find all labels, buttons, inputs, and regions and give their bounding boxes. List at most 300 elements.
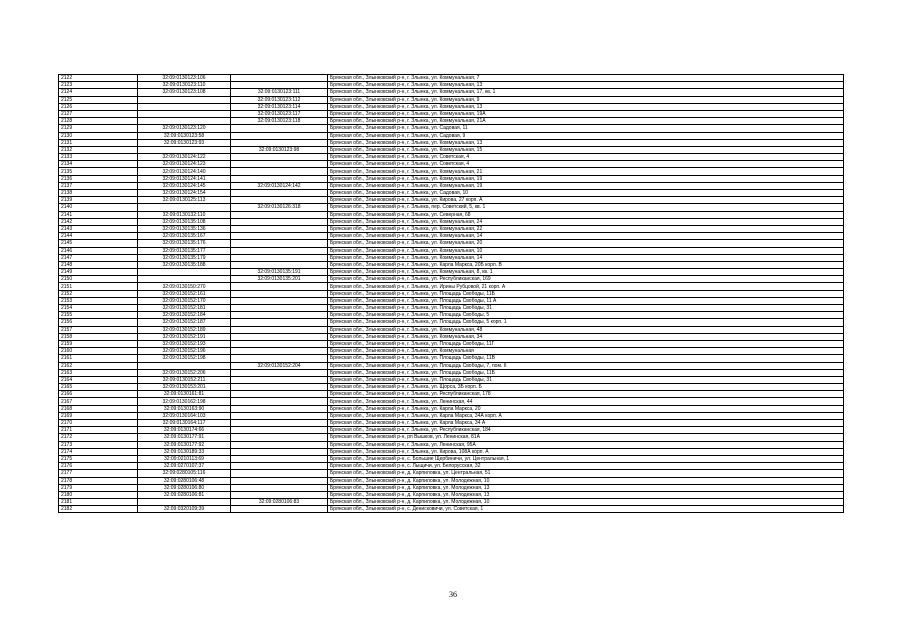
row-number-cell: 2146 <box>59 247 138 254</box>
table-row <box>59 427 844 434</box>
page-number: 36 <box>449 590 457 599</box>
row-number-cell: 2154 <box>59 305 138 312</box>
included-object-number-cell <box>231 384 328 391</box>
cadastral-number-cell <box>138 146 231 153</box>
cadastral-number-cell: 32:09:0130153:201 <box>138 384 231 391</box>
row-number-cell: 2179 <box>59 484 138 491</box>
row-number-cell: 2131 <box>59 139 138 146</box>
table-row <box>59 247 844 254</box>
row-number-cell: 2161 <box>59 355 138 362</box>
cadastral-number-cell: 32:09:0270107:37 <box>138 463 231 470</box>
address-cell: Брянская обл., Злынковский р-н, г. Злынка, ул. Площадь Свободы, 11В <box>328 355 844 362</box>
included-object-number-cell: 32:09:0130124:142 <box>231 182 328 189</box>
included-object-number-cell: 32:09:0130123:111 <box>231 89 328 96</box>
cadastral-number-cell: 32:09:0130152:181 <box>138 305 231 312</box>
row-number-cell: 2136 <box>59 175 138 182</box>
cadastral-number-cell: 32:09:0130152:193 <box>138 340 231 347</box>
table-row <box>59 333 844 340</box>
table-row <box>59 254 844 261</box>
cadastral-number-cell: 32:09:0130123:120 <box>138 125 231 132</box>
address-cell: Брянская обл., Злынковский р-н, г. Злынка, ул. Коммунальная, 22 <box>328 225 844 232</box>
row-number-cell: 2153 <box>59 297 138 304</box>
address-cell: Брянская обл., Злынковский р-н, г. Злынка, ул. Коммунальная, 34 <box>328 333 844 340</box>
address-cell: Брянская обл., Злынковский р-н, г. Злынка, ул. Коммунальная, 10 <box>328 247 844 254</box>
cadastral-number-cell: 32:09:0130135:136 <box>138 225 231 232</box>
row-number-cell: 2159 <box>59 340 138 347</box>
cadastral-number-cell: 32:09:0320109:39 <box>138 506 231 513</box>
included-object-number-cell <box>231 340 328 347</box>
cadastral-number-cell: 32:09:0280106:48 <box>138 477 231 484</box>
included-object-number-cell <box>231 211 328 218</box>
cadastral-number-cell: 32:09:0130177:92 <box>138 441 231 448</box>
included-object-number-cell <box>231 405 328 412</box>
cadastral-number-cell: 32:09:0210113:69 <box>138 455 231 462</box>
included-object-number-cell <box>231 398 328 405</box>
table-row <box>59 182 844 189</box>
address-cell: Брянская обл., Злынковский р-н, г. Злынка, ул. Коммунальная, 14 <box>328 254 844 261</box>
row-number-cell: 2148 <box>59 261 138 268</box>
address-cell: Брянская обл., Злынковский р-н, г. Злынка, ул. Коммунальная, 13 <box>328 139 844 146</box>
included-object-number-cell <box>231 197 328 204</box>
cadastral-number-cell: 32:09:0130132:110 <box>138 211 231 218</box>
table-row <box>59 103 844 110</box>
row-number-cell: 2164 <box>59 376 138 383</box>
row-number-cell: 2172 <box>59 434 138 441</box>
row-number-cell: 2157 <box>59 326 138 333</box>
included-object-number-cell <box>231 247 328 254</box>
cadastral-number-cell: 32:09:0280105:116 <box>138 470 231 477</box>
row-number-cell: 2141 <box>59 211 138 218</box>
row-number-cell: 2175 <box>59 455 138 462</box>
row-number-cell: 2152 <box>59 290 138 297</box>
included-object-number-cell <box>231 297 328 304</box>
included-object-number-cell <box>231 441 328 448</box>
table-row <box>59 326 844 333</box>
address-cell: Брянская обл., Злынковский р-н, г. Злынка, ул. Коммунальная, 15 <box>328 146 844 153</box>
included-object-number-cell <box>231 283 328 290</box>
included-object-number-cell <box>231 427 328 434</box>
address-cell: Брянская обл., Злынковский р-н, г. Злынка, ул. Коммунальная, 13 <box>328 103 844 110</box>
row-number-cell: 2162 <box>59 362 138 369</box>
registry-table <box>58 74 844 513</box>
table-row <box>59 369 844 376</box>
table-row <box>59 355 844 362</box>
cadastral-number-cell: 32:09:0130163:90 <box>138 405 231 412</box>
table-row <box>59 218 844 225</box>
row-number-cell: 2143 <box>59 225 138 232</box>
address-cell: Брянская обл., Злынковский р-н, г. Злынка, ул. Площадь Свободы, 11Б <box>328 290 844 297</box>
row-number-cell: 2145 <box>59 240 138 247</box>
registry-table-body <box>59 75 844 513</box>
table-row <box>59 190 844 197</box>
included-object-number-cell <box>231 161 328 168</box>
cadastral-number-cell: 32:09:0130125:113 <box>138 197 231 204</box>
address-cell: Брянская обл., Злынковский р-н, г. Злынка, ул. Коммунальная, 21А <box>328 118 844 125</box>
table-row <box>59 168 844 175</box>
row-number-cell: 2167 <box>59 398 138 405</box>
address-cell: Брянская обл., Злынковский р-н, г. Злынка, ул. Ленинская, 95А <box>328 441 844 448</box>
cadastral-number-cell: 32:09:0130152:184 <box>138 312 231 319</box>
cadastral-number-cell: 32:09:0130135:179 <box>138 254 231 261</box>
address-cell: Брянская обл., Злынковский р-н, с. Денисковичи, ул. Советская, 1 <box>328 506 844 513</box>
row-number-cell: 2135 <box>59 168 138 175</box>
table-row <box>59 319 844 326</box>
row-number-cell: 2156 <box>59 319 138 326</box>
included-object-number-cell <box>231 348 328 355</box>
table-row <box>59 441 844 448</box>
table-row <box>59 240 844 247</box>
cadastral-number-cell: 32:09:0130174:66 <box>138 427 231 434</box>
row-number-cell: 2170 <box>59 420 138 427</box>
cadastral-number-cell <box>138 103 231 110</box>
table-row <box>59 132 844 139</box>
included-object-number-cell <box>231 376 328 383</box>
address-cell: Брянская обл., Злынковский р-н, г. Злынка, ул. Площадь Свободы, 7, пом. II <box>328 362 844 369</box>
address-cell: Брянская обл., Злынковский р-н, г. Злынка, ул. Коммунальная, 8, кв. 1 <box>328 269 844 276</box>
address-cell: Брянская обл., Злынковский р-н, г. Злынка, ул. Северная, 68 <box>328 211 844 218</box>
table-row <box>59 204 844 211</box>
table-row <box>59 312 844 319</box>
included-object-number-cell <box>231 319 328 326</box>
table-row <box>59 89 844 96</box>
row-number-cell: 2174 <box>59 448 138 455</box>
included-object-number-cell <box>231 154 328 161</box>
row-number-cell: 2127 <box>59 110 138 117</box>
table-row <box>59 283 844 290</box>
included-object-number-cell <box>231 506 328 513</box>
table-row <box>59 470 844 477</box>
included-object-number-cell <box>231 168 328 175</box>
included-object-number-cell: 32:09:0130123:114 <box>231 103 328 110</box>
included-object-number-cell: 32:09:0130123:98 <box>231 146 328 153</box>
address-cell: Брянская обл., Злынковский р-н, г. Злынка, ул. Коммунальная <box>328 348 844 355</box>
cadastral-number-cell: 32:09:0130164:103 <box>138 412 231 419</box>
table-row <box>59 297 844 304</box>
cadastral-number-cell <box>138 362 231 369</box>
cadastral-number-cell <box>138 110 231 117</box>
table-row <box>59 405 844 412</box>
cadastral-number-cell: 32:09:0130152:189 <box>138 326 231 333</box>
table-row <box>59 506 844 513</box>
cadastral-number-cell: 32:09:0130135:176 <box>138 240 231 247</box>
row-number-cell: 2173 <box>59 441 138 448</box>
cadastral-number-cell: 32:09:0130123:108 <box>138 89 231 96</box>
cadastral-number-cell: 32:09:0130152:198 <box>138 355 231 362</box>
included-object-number-cell <box>231 240 328 247</box>
table-row <box>59 118 844 125</box>
table-row <box>59 362 844 369</box>
included-object-number-cell <box>231 420 328 427</box>
table-row <box>59 398 844 405</box>
included-object-number-cell <box>231 477 328 484</box>
included-object-number-cell <box>231 233 328 240</box>
table-row <box>59 269 844 276</box>
cadastral-number-cell: 32:09:0130152:187 <box>138 319 231 326</box>
row-number-cell: 2128 <box>59 118 138 125</box>
address-cell: Брянская обл., Злынковский р-н, г. Злынка, ул. Садовая, 10 <box>328 190 844 197</box>
table-row <box>59 448 844 455</box>
table-row <box>59 139 844 146</box>
cadastral-number-cell: 32:09:0130162:198 <box>138 398 231 405</box>
address-cell: Брянская обл., Злынковский р-н, г. Злынка, ул. Карла Маркса, 34 А <box>328 420 844 427</box>
row-number-cell: 2122 <box>59 75 138 82</box>
included-object-number-cell <box>231 261 328 268</box>
table-row <box>59 290 844 297</box>
address-cell: Брянская обл., Злынковский р-н, г. Злынка, ул. Коммунальная, 17, кв. 1 <box>328 89 844 96</box>
cadastral-number-cell: 32:09:0130189:33 <box>138 448 231 455</box>
address-cell: Брянская обл., Злынковский р-н, г. Злынка, пер. Советский, 5, кв. 1 <box>328 204 844 211</box>
included-object-number-cell: 32:09:0130123:117 <box>231 110 328 117</box>
address-cell: Брянская обл., Злынковский р-н, г. Злынка, ул. Кирова, 108А корп. А <box>328 448 844 455</box>
included-object-number-cell <box>231 75 328 82</box>
cadastral-number-cell: 32:09:0130135:177 <box>138 247 231 254</box>
address-cell: Брянская обл., Злынковский р-н, г. Злынка, ул. Коммунальная, 19 <box>328 175 844 182</box>
cadastral-number-cell: 32:09:0130164:117 <box>138 420 231 427</box>
row-number-cell: 2150 <box>59 276 138 283</box>
row-number-cell: 2144 <box>59 233 138 240</box>
table-row <box>59 276 844 283</box>
row-number-cell: 2123 <box>59 82 138 89</box>
cadastral-number-cell: 32:09:0130135:188 <box>138 261 231 268</box>
row-number-cell: 2160 <box>59 348 138 355</box>
cadastral-number-cell: 32:09:0130135:167 <box>138 233 231 240</box>
included-object-number-cell: 32:09:0130123:112 <box>231 96 328 103</box>
cadastral-number-cell: 32:09:0130123:93 <box>138 139 231 146</box>
table-row <box>59 491 844 498</box>
included-object-number-cell: 32:09:0130135:201 <box>231 276 328 283</box>
cadastral-number-cell <box>138 269 231 276</box>
address-cell: Брянская обл., Злынковский р-н, г. Злынка, ул. Коммунальная, 14 <box>328 233 844 240</box>
table-row <box>59 348 844 355</box>
address-cell: Брянская обл., Злынковский р-н, г. Злынка, ул. Ленинская, 44 <box>328 398 844 405</box>
address-cell: Брянская обл., Злынковский р-н, г. Злынка, ул. Коммунальная, 9 <box>328 96 844 103</box>
address-cell: Брянская обл., Злынковский р-н, с. Лыщичи, ул. Белорусская, 32 <box>328 463 844 470</box>
included-object-number-cell <box>231 305 328 312</box>
address-cell: Брянская обл., Злынковский р-н, г. Злынка, ул. Площадь Свободы, 11Б <box>328 369 844 376</box>
row-number-cell: 2149 <box>59 269 138 276</box>
cadastral-number-cell <box>138 118 231 125</box>
row-number-cell: 2132 <box>59 146 138 153</box>
cadastral-number-cell: 32:09:0130124:145 <box>138 182 231 189</box>
cadastral-number-cell <box>138 204 231 211</box>
address-cell: Брянская обл., Злынковский р-н, г. Злынка, ул. Коммунальная, 19 <box>328 182 844 189</box>
address-cell: Брянская обл., Злынковский р-н, г. Злынка, ул. Советская, 4 <box>328 154 844 161</box>
address-cell: Брянская обл., Злынковский р-н, г. Злынка, ул. Коммунальная, 24 <box>328 218 844 225</box>
row-number-cell: 2169 <box>59 412 138 419</box>
cadastral-number-cell: 32:09:0130123:106 <box>138 75 231 82</box>
table-row <box>59 233 844 240</box>
table-row <box>59 384 844 391</box>
included-object-number-cell <box>231 312 328 319</box>
table-row <box>59 125 844 132</box>
address-cell: Брянская обл., Злынковский р-н, г. Злынка, ул. Коммунальная, 20 <box>328 240 844 247</box>
table-row <box>59 225 844 232</box>
address-cell: Брянская обл., Злынковский р-н, г. Злынка, ул. Карла Маркса, 20 <box>328 405 844 412</box>
table-row <box>59 211 844 218</box>
table-row <box>59 391 844 398</box>
row-number-cell: 2155 <box>59 312 138 319</box>
address-cell: Брянская обл., Злынковский р-н, г. Злынка, ул. Садовая, 9 <box>328 132 844 139</box>
included-object-number-cell <box>231 463 328 470</box>
row-number-cell: 2176 <box>59 463 138 470</box>
row-number-cell: 2182 <box>59 506 138 513</box>
table-row <box>59 110 844 117</box>
row-number-cell: 2158 <box>59 333 138 340</box>
cadastral-number-cell: 32:09:0130161:81 <box>138 391 231 398</box>
row-number-cell: 2133 <box>59 154 138 161</box>
table-row <box>59 420 844 427</box>
row-number-cell: 2147 <box>59 254 138 261</box>
included-object-number-cell: 32:09:0130126:318 <box>231 204 328 211</box>
row-number-cell: 2142 <box>59 218 138 225</box>
address-cell: Брянская обл., Злынковский р-н, рп Вышков, ул. Ленинская, 81А <box>328 434 844 441</box>
address-cell: Брянская обл., Злынковский р-н, д. Карпиловка, ул. Молодежная, 13 <box>328 484 844 491</box>
included-object-number-cell <box>231 290 328 297</box>
included-object-number-cell <box>231 254 328 261</box>
table-row <box>59 340 844 347</box>
table-row <box>59 434 844 441</box>
table-row <box>59 161 844 168</box>
table-row <box>59 376 844 383</box>
cadastral-number-cell: 32:09:0130124:154 <box>138 190 231 197</box>
row-number-cell: 2140 <box>59 204 138 211</box>
address-cell: Брянская обл., Злынковский р-н, д. Карпиловка, ул. Молодежная, 10 <box>328 499 844 506</box>
address-cell: Брянская обл., Злынковский р-н, г. Злынка, ул. Коммунальная, 19А <box>328 110 844 117</box>
address-cell: Брянская обл., Злынковский р-н, д. Карпиловка, ул. Молодежная, 10 <box>328 477 844 484</box>
included-object-number-cell <box>231 484 328 491</box>
cadastral-number-cell: 32:09:0130152:196 <box>138 348 231 355</box>
address-cell: Брянская обл., Злынковский р-н, г. Злынка, ул. Площадь Свободы, 31 <box>328 376 844 383</box>
cadastral-number-cell: 32:09:0130124:140 <box>138 168 231 175</box>
row-number-cell: 2124 <box>59 89 138 96</box>
address-cell: Брянская обл., Злынковский р-н, г. Злынка, ул. Кирова, 27 корп. А <box>328 197 844 204</box>
row-number-cell: 2130 <box>59 132 138 139</box>
address-cell: Брянская обл., Злынковский р-н, г. Злынка, ул. Коммунальная, 13 <box>328 82 844 89</box>
address-cell: Брянская обл., Злынковский р-н, г. Злынка, ул. Площадь Свободы, 5 корп. 1 <box>328 319 844 326</box>
included-object-number-cell <box>231 455 328 462</box>
included-object-number-cell <box>231 333 328 340</box>
included-object-number-cell <box>231 448 328 455</box>
row-number-cell: 2137 <box>59 182 138 189</box>
included-object-number-cell <box>231 132 328 139</box>
row-number-cell: 2168 <box>59 405 138 412</box>
table-row <box>59 261 844 268</box>
cadastral-number-cell <box>138 96 231 103</box>
included-object-number-cell <box>231 218 328 225</box>
address-cell: Брянская обл., Злынковский р-н, д. Карпиловка, ул. Центральная, 51 <box>328 470 844 477</box>
cadastral-number-cell: 32:09:0280106:81 <box>138 491 231 498</box>
included-object-number-cell <box>231 139 328 146</box>
cadastral-number-cell <box>138 276 231 283</box>
included-object-number-cell <box>231 125 328 132</box>
row-number-cell: 2177 <box>59 470 138 477</box>
row-number-cell: 2171 <box>59 427 138 434</box>
address-cell: Брянская обл., Злынковский р-н, г. Злынка, ул. Площадь Свободы, 11Г <box>328 340 844 347</box>
table-row <box>59 96 844 103</box>
row-number-cell: 2166 <box>59 391 138 398</box>
address-cell: Брянская обл., Злынковский р-н, г. Злынка, ул. Республиканская, 178 <box>328 391 844 398</box>
address-cell: Брянская обл., Злынковский р-н, г. Злынка, ул. Коммунальная, 48 <box>328 326 844 333</box>
table-row <box>59 197 844 204</box>
address-cell: Брянская обл., Злынковский р-н, г. Злынка, ул. Садовая, 11 <box>328 125 844 132</box>
included-object-number-cell <box>231 434 328 441</box>
cadastral-number-cell: 32:09:0130135:108 <box>138 218 231 225</box>
included-object-number-cell <box>231 225 328 232</box>
address-cell: Брянская обл., Злынковский р-н, г. Злынка, ул. Коммунальная, 7 <box>328 75 844 82</box>
table-row <box>59 154 844 161</box>
cadastral-number-cell: 32:09:0130123:110 <box>138 82 231 89</box>
table-row <box>59 82 844 89</box>
row-number-cell: 2178 <box>59 477 138 484</box>
included-object-number-cell <box>231 190 328 197</box>
cadastral-number-cell: 32:09:0130152:206 <box>138 369 231 376</box>
row-number-cell: 2163 <box>59 369 138 376</box>
table-row <box>59 146 844 153</box>
included-object-number-cell: 32:09:0280106:83 <box>231 499 328 506</box>
table-row <box>59 463 844 470</box>
address-cell: Брянская обл., Злынковский р-н, г. Злынка, ул. Щорса, 3Б корп. Б <box>328 384 844 391</box>
row-number-cell: 2181 <box>59 499 138 506</box>
address-cell: Брянская обл., Злынковский р-н, д. Карпиловка, ул. Молодежная, 13 <box>328 491 844 498</box>
address-cell: Брянская обл., Злынковский р-н, г. Злынка, ул. Карла Маркса, 20Б корп. В <box>328 261 844 268</box>
address-cell: Брянская обл., Злынковский р-н, г. Злынка, ул. Карла Маркса, 34А корп. А <box>328 412 844 419</box>
included-object-number-cell <box>231 369 328 376</box>
cadastral-number-cell <box>138 499 231 506</box>
cadastral-number-cell: 32:09:0130177:91 <box>138 434 231 441</box>
address-cell: Брянская обл., Злынковский р-н, с. Большие Щербиничи, ул. Центральная, 1 <box>328 455 844 462</box>
address-cell: Брянская обл., Злынковский р-н, г. Злынка, ул. Площадь Свободы, 31 <box>328 305 844 312</box>
row-number-cell: 2139 <box>59 197 138 204</box>
cadastral-number-cell: 32:09:0130123:58 <box>138 132 231 139</box>
included-object-number-cell <box>231 470 328 477</box>
included-object-number-cell: 32:09:0130152:204 <box>231 362 328 369</box>
cadastral-number-cell: 32:09:0130124:122 <box>138 154 231 161</box>
address-cell: Брянская обл., Злынковский р-н, г. Злынка, ул. Коммунальная, 21 <box>328 168 844 175</box>
row-number-cell: 2138 <box>59 190 138 197</box>
included-object-number-cell <box>231 355 328 362</box>
included-object-number-cell <box>231 175 328 182</box>
included-object-number-cell <box>231 412 328 419</box>
address-cell: Брянская обл., Злынковский р-н, г. Злынка, ул. Республиканская, 169 <box>328 276 844 283</box>
address-cell: Брянская обл., Злынковский р-н, г. Злынка, ул. Площадь Свободы, 11 А <box>328 297 844 304</box>
table-row <box>59 484 844 491</box>
cadastral-number-cell: 32:09:0130152:211 <box>138 376 231 383</box>
address-cell: Брянская обл., Злынковский р-н, г. Злынка, ул. Ирины Рубцовой, 21 корп. А <box>328 283 844 290</box>
table-row <box>59 455 844 462</box>
table-row <box>59 75 844 82</box>
table-row <box>59 175 844 182</box>
table-row <box>59 412 844 419</box>
row-number-cell: 2129 <box>59 125 138 132</box>
table-row <box>59 499 844 506</box>
address-cell: Брянская обл., Злынковский р-н, г. Злынка, ул. Республиканская, 184 <box>328 427 844 434</box>
cadastral-number-cell: 32:09:0130124:123 <box>138 161 231 168</box>
included-object-number-cell <box>231 326 328 333</box>
table-row <box>59 305 844 312</box>
address-cell: Брянская обл., Злынковский р-н, г. Злынка, ул. Площадь Свободы, 5 <box>328 312 844 319</box>
row-number-cell: 2125 <box>59 96 138 103</box>
included-object-number-cell: 32:09:0130123:118 <box>231 118 328 125</box>
cadastral-number-cell: 32:09:0130152:191 <box>138 333 231 340</box>
row-number-cell: 2151 <box>59 283 138 290</box>
row-number-cell: 2126 <box>59 103 138 110</box>
table-row <box>59 477 844 484</box>
cadastral-number-cell: 32:09:0130124:141 <box>138 175 231 182</box>
included-object-number-cell <box>231 82 328 89</box>
row-number-cell: 2180 <box>59 491 138 498</box>
cadastral-number-cell: 32:09:0280106:80 <box>138 484 231 491</box>
address-cell: Брянская обл., Злынковский р-н, г. Злынка, ул. Советская, 4 <box>328 161 844 168</box>
